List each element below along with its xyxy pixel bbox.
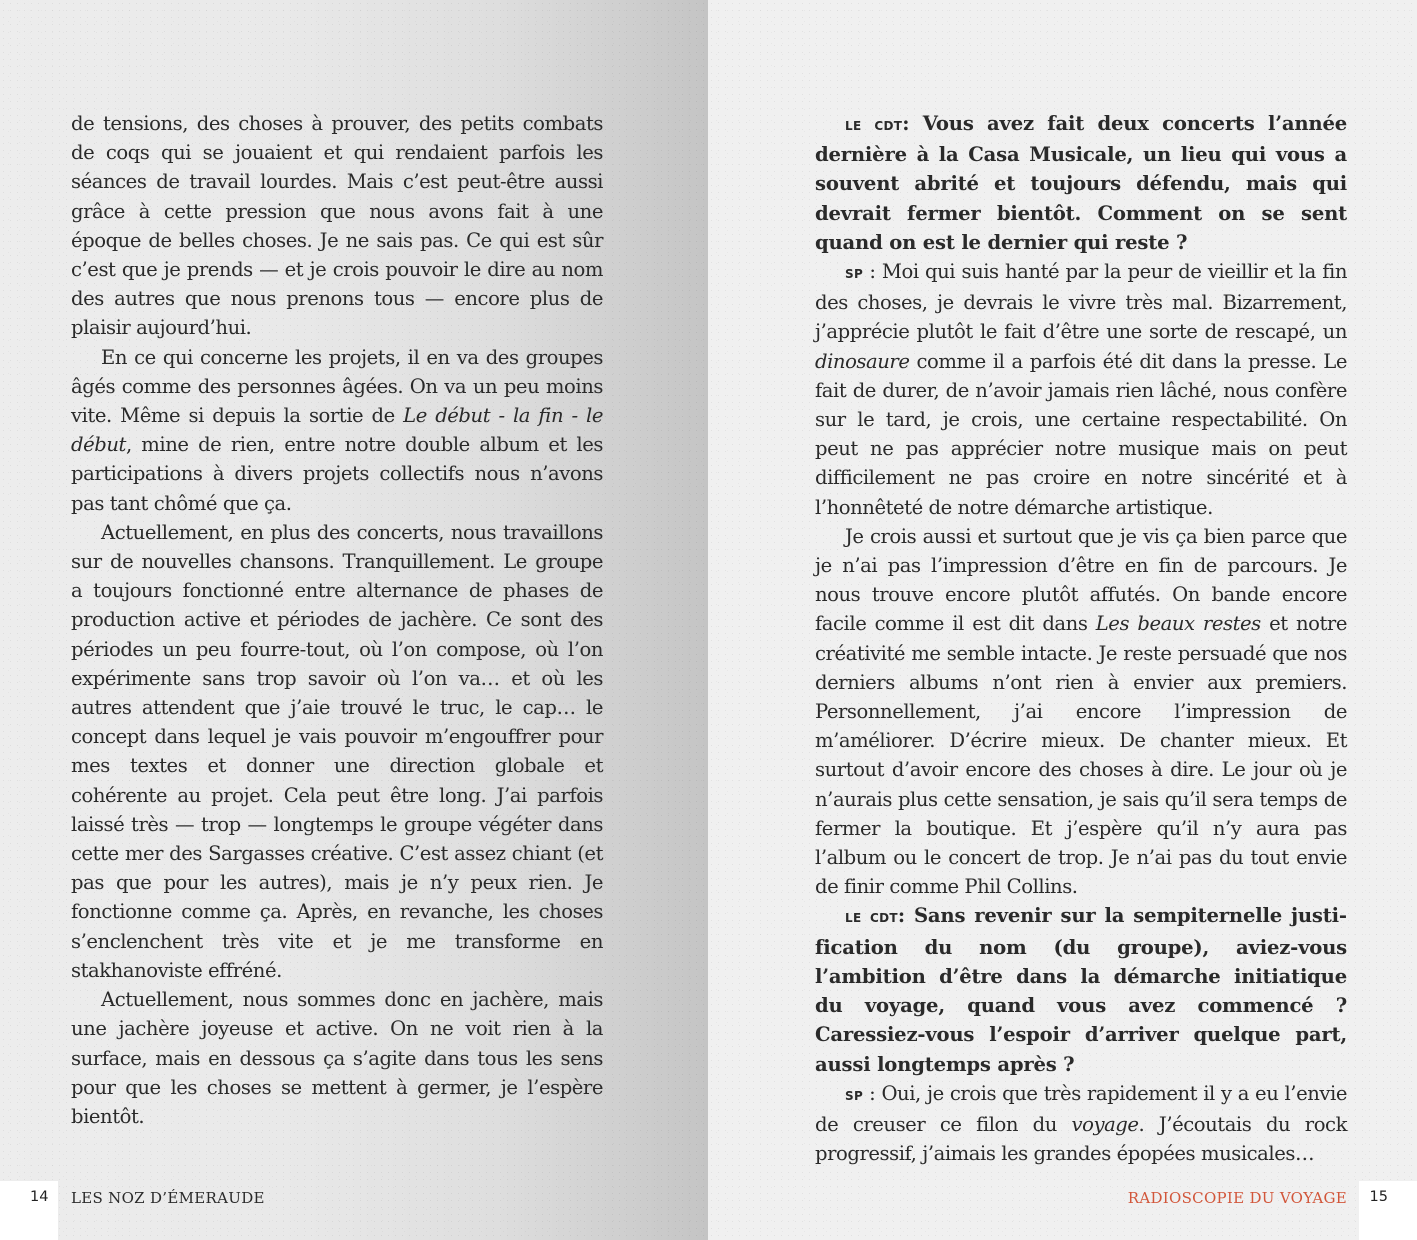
speaker-label: le cdt	[845, 115, 903, 135]
page-number-box	[0, 1181, 58, 1240]
page-number: 15	[1369, 1189, 1388, 1205]
body-text: En ce qui concerne les projets, il en va des groupes âgés comme des personnes âgées. On va un peu moins vite. Même si depuis la sortie de	[71, 345, 603, 428]
paragraph	[71, 985, 603, 1131]
body-text: , mine de rien, entre notre double album et les participations à divers projets collectifs nous n’avons pas tant chômé que ça.	[71, 433, 603, 515]
body-text: et notre créativité me semble intacte. Je reste persuadé que nos derniers albums n’ont rien à envier aux premiers. Personnellement, j’ai encore l’impression de m’améliorer. D’écrire mieux. De chanter mieux. Et surtout d’avoir encore des choses à dire. Le jour où je n’aurais plus cette sensation, je sais qu’il sera temps de fermer la boutique. Et j’espère qu’il n’y aura pas l’album ou le concert de trop. Je n’ai pas du tout envie de finir comme Phil Collins.	[815, 612, 1347, 899]
body-text: : Moi qui suis hanté par la peur de vieillir et la fin des choses, je devrais le vivre très mal. Bizarrement, j’apprécie plutôt le fait d’être une sorte de rescapé, un	[815, 260, 1347, 344]
paragraph	[815, 1079, 1347, 1169]
paragraph	[815, 109, 1347, 257]
left-page-body	[71, 109, 603, 1131]
speaker-label: sp	[845, 263, 864, 284]
body-text: comme il a parfois été dit dans la presse. Le fait de durer, de n’avoir jamais rien lâché, nous confère sur le tard, je crois, une certaine respectabilité. On peut ne pas apprécier notre musique mais on peut difficilement ne pas croire en notre sincérité et à l’honnêteté de notre démarche artistique.	[815, 349, 1347, 519]
left-page	[0, 0, 708, 1240]
body-text: Actuellement, nous sommes donc en jachère, mais une jachère joyeuse et active. On ne voit rien à la surface, mais en dessous ça s’agite dans tous les sens pour que les choses se mettent à germer, je l’espère bientôt.	[71, 988, 603, 1128]
body-text: . J’écoutais du rock progressif, j’aimais les grandes épopées musicales…	[815, 1112, 1348, 1166]
paragraph	[815, 522, 1347, 902]
italic-title: voyage	[1071, 1112, 1139, 1136]
interview-question: : Vous avez fait deux concerts l’année dernière à la Casa Musicale, un lieu qui vous a souvent abrité et toujours défendu, mais qui devrait fermer bientôt. Comment on se sent quand on est le dernier qui reste ?	[815, 112, 1347, 254]
running-head-book-title: LES NOZ D’ÉMERAUDE	[71, 1189, 265, 1207]
page-number: 14	[30, 1189, 49, 1205]
italic-title: Les beaux restes	[1095, 612, 1261, 636]
paragraph	[71, 518, 603, 985]
paragraph	[815, 257, 1347, 522]
right-page-body	[815, 109, 1347, 1168]
body-text: Actuellement, en plus des concerts, nous travaillons sur de nouvelles chansons. Tranquillement. Le groupe a toujours fonctionné entre alternance de phases de production active et périodes de jachère. Ce sont des périodes un peu fourre-tout, où l’on compose, où l’on expérimente sans trop savoir où l’on va… et où les autres attendent que j’aie trouvé le truc, le cap… le concept dans lequel je vais pouvoir m’engouffrer pour mes textes et donner une direction globale et cohérente au projet. Cela peut être long. J’ai parfois laissé très — trop — longtemps le groupe végéter dans cette mer des Sargasses créative. C’est assez chiant (et pas que pour les autres), mais je n’y peux rien. Je fonctionne comme ça. Après, en revanche, les choses s’enclenchent très vite et je me transforme en stakhanoviste effréné.	[71, 520, 603, 982]
italic-title: Le début - la fin - le début	[71, 404, 603, 457]
body-text: de tensions, des choses à prouver, des petits combats de coqs qui se jouaient et qui rendaient parfois les séances de travail lourdes. Mais c’est peut-être aussi grâce à cette pression que nous avons fait à une époque de belles choses. Je ne sais pas. Ce qui est sûr c’est que je prends — et je crois pouvoir le dire au nom des autres que nous prenons tous — encore plus de plaisir aujourd’hui.	[71, 112, 603, 340]
speaker-label: sp	[845, 1084, 864, 1105]
body-text: : Oui, je crois que très rapidement il y a eu l’envie de creuser ce filon du	[815, 1081, 1347, 1136]
interview-question: : Sans revenir sur la sempiternelle justification du nom (du groupe), aviez-vous l’ambition d’être dans la démarche initiatique du voyage, quand vous avez commencé ? Caressiez-vous l’espoir d’arriver quelque part, aussi longtemps après ?	[815, 904, 1347, 1076]
paragraph	[815, 901, 1347, 1078]
right-page	[708, 0, 1417, 1240]
speaker-label: le cdt	[845, 907, 898, 928]
italic-title: dinosaure	[815, 349, 910, 373]
running-head-chapter-title: RADIOSCOPIE DU VOYAGE	[1127, 1189, 1347, 1207]
page-number-box	[1359, 1181, 1417, 1240]
body-text: Je crois aussi et surtout que je vis ça bien parce que je n’ai pas l’impression d’être en fin de parcours. Je nous trouve encore plutôt affutés. On bande encore facile comme il est dit dans	[815, 524, 1347, 636]
paragraph	[71, 109, 603, 343]
paragraph	[71, 343, 603, 518]
